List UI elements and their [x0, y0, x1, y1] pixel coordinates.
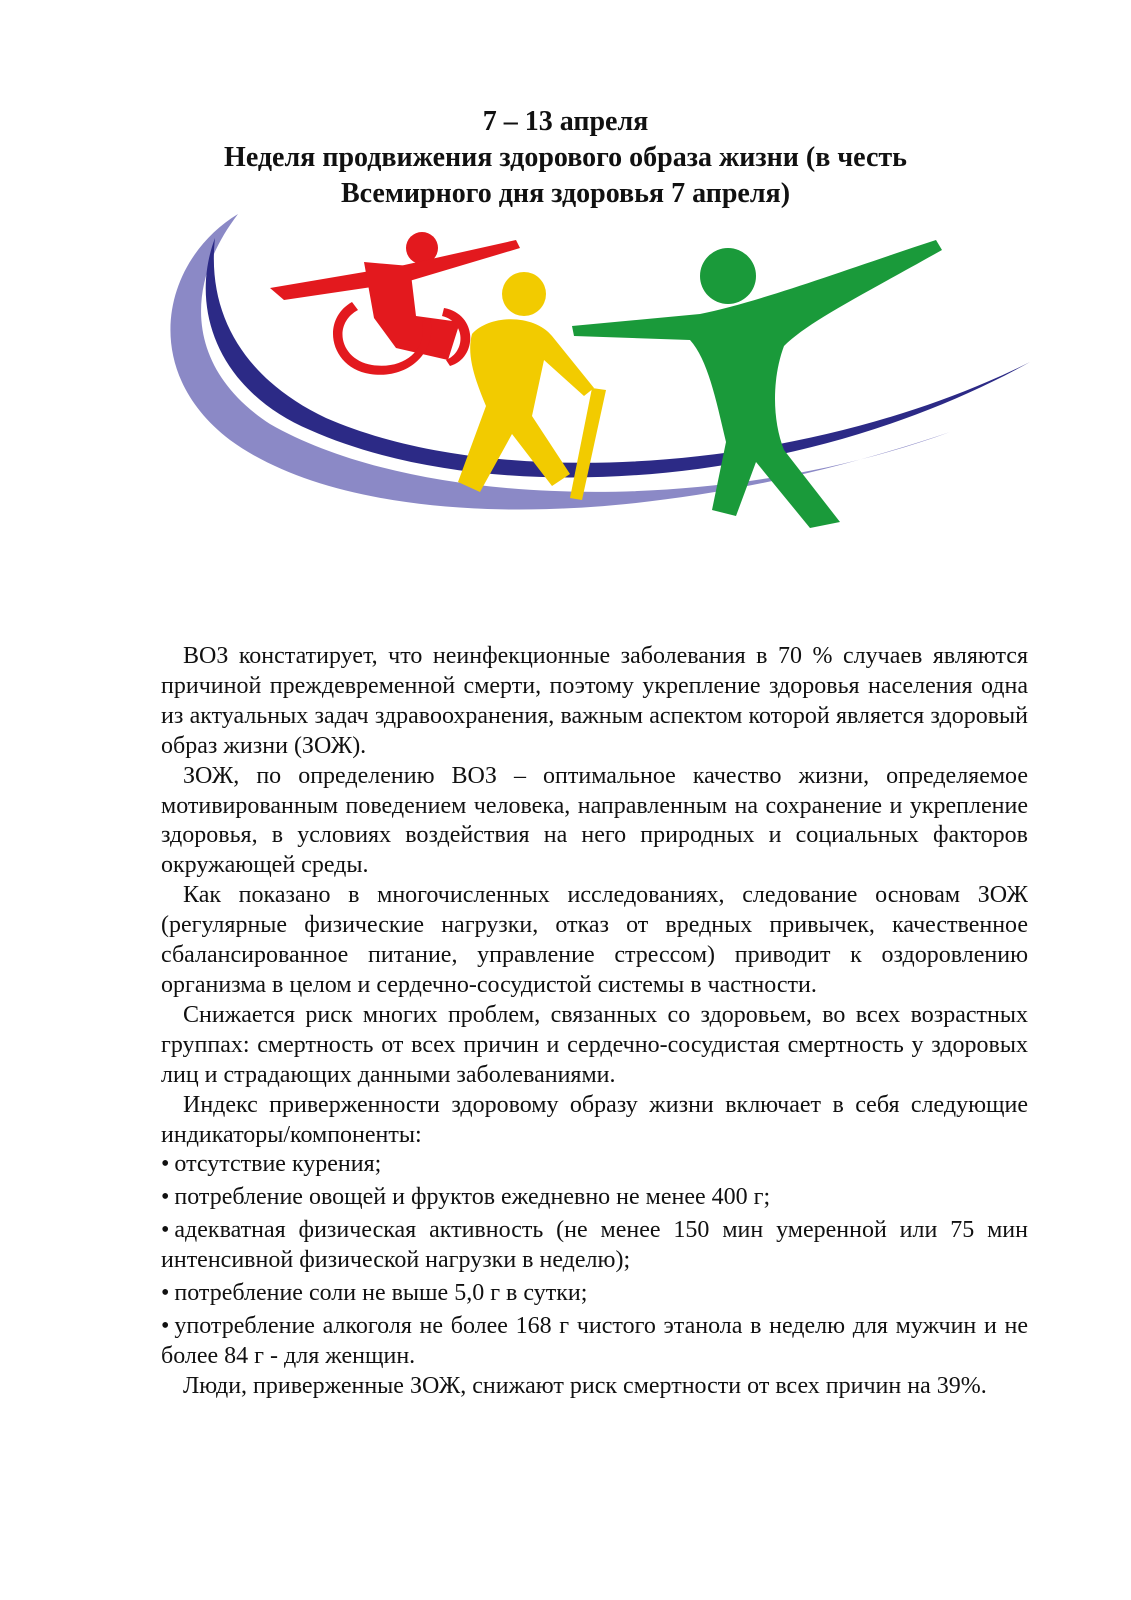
paragraph-definition: ЗОЖ, по определению ВОЗ – оптимальное качество жизни, определяемое мотивированным поведением человека, направленным на сохранение и укрепление здоровья, в условиях воздействия на него природных и социальных факторов окружающей среды.	[161, 762, 1028, 879]
list-item-text: отсутствие курения;	[174, 1151, 382, 1178]
list-item-text: адекватная физическая активность (не менее 150 мин умеренной или 75 мин интенсивной физической нагрузки в неделю);	[161, 1217, 1028, 1274]
paragraph-research: Как показано в многочисленных исследованиях, следование основам ЗОЖ (регулярные физические нагрузки, отказ от вредных привычек, качественное сбалансированное питание, управление стрессом) приводит к оздоровлению организма в целом и сердечно-сосудистой системы в частности.	[161, 882, 1028, 998]
green-figure	[572, 240, 942, 528]
navy-swoosh-arc	[206, 238, 1030, 477]
paragraph-risk: Снижается риск многих проблем, связанных со здоровьем, во всех возрастных группах: смертность от всех причин и сердечно-сосудистая смертность у здоровых лиц и страдающих данными заболеваниями.	[161, 1001, 1028, 1088]
list-item	[161, 1150, 1028, 1180]
date-range: 7 – 13 апреля	[482, 106, 649, 137]
header	[0, 104, 1131, 212]
list-item-text: потребление соли не выше 5,0 г в сутки;	[174, 1280, 588, 1307]
green-figure-head	[700, 248, 756, 304]
page-title-line-2: Всемирного дня здоровья 7 апреля)	[340, 178, 791, 209]
bullet-icon: •	[161, 1280, 170, 1307]
paragraph-index: Индекс приверженности здоровому образу жизни включает в себя следующие индикаторы/компоненты:	[161, 1091, 1028, 1148]
list-item	[161, 1279, 1028, 1309]
bullet-icon: •	[161, 1184, 170, 1211]
green-figure-body	[572, 240, 942, 528]
bullet-icon: •	[161, 1312, 170, 1339]
bullet-icon: •	[161, 1217, 170, 1244]
list-item	[161, 1183, 1028, 1213]
paragraph-closing: Люди, приверженные ЗОЖ, снижают риск смертности от всех причин на 39%.	[183, 1372, 987, 1399]
bullet-icon: •	[161, 1151, 170, 1178]
cane	[570, 388, 606, 500]
list-item-text: потребление овощей и фруктов ежедневно не менее 400 г;	[174, 1184, 771, 1211]
yellow-figure-head	[502, 272, 546, 316]
list-item-text: употребление алкоголя не более 168 г чистого этанола в неделю для мужчин и не более 84 г - для женщин.	[161, 1312, 1028, 1369]
article-body	[161, 642, 1028, 1402]
list-item	[161, 1312, 1028, 1372]
list-item	[161, 1216, 1028, 1276]
health-week-logo	[160, 210, 1050, 540]
page-title-line-1: Неделя продвижения здорового образа жизни (в честь	[224, 142, 907, 173]
paragraph-intro: ВОЗ констатирует, что неинфекционные заболевания в 70 % случаев являются причиной преждевременной смерти, поэтому укрепление здоровья населения одна из актуальных задач здравоохранения, важным аспектом которой является здоровый образ жизни (ЗОЖ).	[161, 643, 1028, 759]
